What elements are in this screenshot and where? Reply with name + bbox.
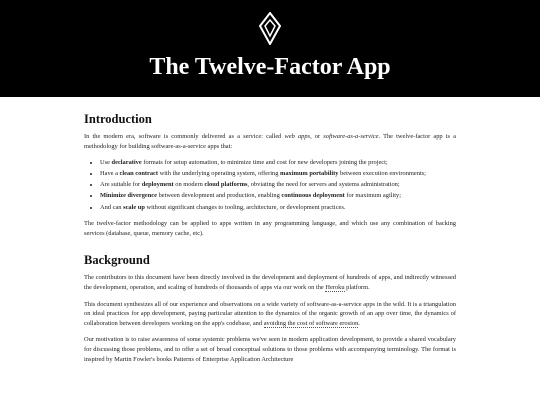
list-item: • Minimize divergence between development and production, enabling continuous deployment for maximum agility; xyxy=(100,191,456,201)
heroku-link[interactable]: Heroku xyxy=(325,283,345,291)
software-erosion-link[interactable]: avoiding the cost of software erosion xyxy=(263,319,359,327)
main-content xyxy=(84,97,456,371)
site-header xyxy=(0,0,540,97)
list-item: • And can scale up without significant changes to tooling, architecture, or development practices. xyxy=(100,203,456,213)
introduction-paragraph-1: In the modern era, software is commonly delivered as a service: called web apps, or software-as-a-service. The twelve-factor app is a methodology for building software-as-a-service apps that: xyxy=(84,133,457,150)
background-heading: Background xyxy=(84,253,150,268)
background-paragraph-2: This document synthesizes all of our experience and observations on a wide variety of software-as-a-service apps in the wild. It is a triangulation on ideal practices for app development, paying particular attention to the dynamics of the organic growth of an app over time, the dynamics of collaboration between developers working on the app's codebase, and avoiding the cost of software erosion. xyxy=(84,300,456,327)
introduction-paragraph-2: The twelve-factor methodology can be applied to apps written in any programming language, and which use any combination of backing services (database, queue, memory cache, etc). xyxy=(84,220,456,237)
list-item: • Use declarative formats for setup automation, to minimize time and cost for new developers joining the project; xyxy=(100,158,456,168)
list-item: • Have a clean contract with the underlying operating system, offering maximum portability between execution environments; xyxy=(100,169,456,179)
introduction-heading: Introduction xyxy=(84,112,152,126)
twelve-factor-logo-icon[interactable] xyxy=(258,12,282,45)
list-item: • Are suitable for deployment on modern cloud platforms, obviating the need for servers and systems administration; xyxy=(100,180,456,190)
site-title[interactable]: The Twelve-Factor App xyxy=(149,54,391,80)
introduction-list xyxy=(84,158,456,212)
background-paragraph-1: The contributors to this document have been directly involved in the development and deployment of hundreds of apps, and indirectly witnessed the development, operation, and scaling of hundreds of thousands of apps via our work on the Heroku platform. xyxy=(84,274,456,291)
background-paragraph-3: Our motivation is to raise awareness of some systemic problems we've seen in modern application development, to provide a shared vocabulary for discussing those problems, and to offer a set of broad conceptual solutions to those problems with accompanying terminology. The format is inspired by Martin Fowler's books Patterns of Enterprise Application Architecture xyxy=(84,336,456,363)
